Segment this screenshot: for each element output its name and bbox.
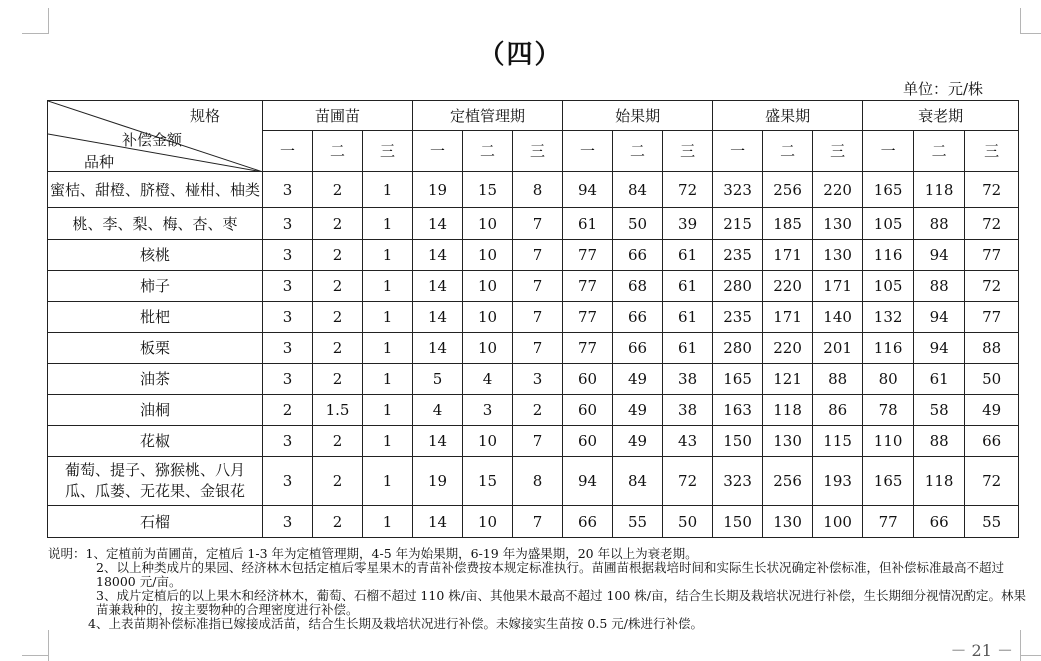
value-cell: 39: [663, 208, 713, 240]
value-cell: 2: [263, 395, 313, 426]
value-cell: 7: [513, 271, 563, 302]
value-cell: 3: [263, 364, 313, 395]
grade-header: 三: [965, 131, 1019, 172]
value-cell: 68: [613, 271, 663, 302]
header-corner-cell: [48, 101, 263, 172]
value-cell: 171: [763, 240, 813, 271]
value-cell: 15: [463, 172, 513, 208]
value-cell: 77: [965, 302, 1019, 333]
unit-label: 单位：元/株: [902, 80, 983, 98]
value-cell: 171: [813, 271, 863, 302]
value-cell: 235: [713, 240, 763, 271]
value-cell: 7: [513, 302, 563, 333]
value-cell: 280: [713, 271, 763, 302]
value-cell: 118: [914, 457, 965, 506]
period-header: 盛果期: [713, 101, 863, 131]
variety-cell: 蜜桔、甜橙、脐橙、椪柑、柚类: [48, 172, 263, 208]
table-row: [48, 506, 1019, 538]
value-cell: 94: [914, 302, 965, 333]
value-cell: 72: [965, 208, 1019, 240]
value-cell: 130: [763, 426, 813, 457]
variety-cell: 枇杷: [48, 302, 263, 333]
table-row: [48, 395, 1019, 426]
value-cell: 66: [613, 302, 663, 333]
value-cell: 105: [863, 271, 914, 302]
value-cell: 14: [413, 302, 463, 333]
value-cell: 185: [763, 208, 813, 240]
variety-cell: 油茶: [48, 364, 263, 395]
value-cell: 5: [413, 364, 463, 395]
value-cell: 77: [563, 240, 613, 271]
grade-header: 一: [713, 131, 763, 172]
value-cell: 10: [463, 333, 513, 364]
corner-amount-label: 补偿金额: [122, 131, 183, 149]
value-cell: 77: [563, 302, 613, 333]
grade-header: 二: [914, 131, 965, 172]
value-cell: 88: [813, 364, 863, 395]
value-cell: 110: [863, 426, 914, 457]
value-cell: 1: [363, 302, 413, 333]
value-cell: 4: [413, 395, 463, 426]
value-cell: 130: [813, 208, 863, 240]
crop-mark: [1020, 8, 1021, 34]
value-cell: 58: [914, 395, 965, 426]
value-cell: 220: [763, 271, 813, 302]
variety-cell: 板栗: [48, 333, 263, 364]
value-cell: 132: [863, 302, 914, 333]
value-cell: 60: [563, 364, 613, 395]
value-cell: 2: [313, 172, 363, 208]
value-cell: 2: [313, 208, 363, 240]
value-cell: 171: [763, 302, 813, 333]
value-cell: 165: [863, 172, 914, 208]
table-row: [48, 302, 1019, 333]
value-cell: 10: [463, 240, 513, 271]
value-cell: 201: [813, 333, 863, 364]
value-cell: 38: [663, 395, 713, 426]
table-row: [48, 364, 1019, 395]
value-cell: 256: [763, 172, 813, 208]
variety-cell: 核桃: [48, 240, 263, 271]
value-cell: 220: [813, 172, 863, 208]
table-row: [48, 271, 1019, 302]
value-cell: 61: [663, 333, 713, 364]
crop-mark: [48, 630, 49, 661]
value-cell: 3: [263, 302, 313, 333]
value-cell: 3: [263, 208, 313, 240]
value-cell: 14: [413, 333, 463, 364]
value-cell: 80: [863, 364, 914, 395]
value-cell: 78: [863, 395, 914, 426]
value-cell: 19: [413, 457, 463, 506]
grade-header: 二: [613, 131, 663, 172]
value-cell: 130: [763, 506, 813, 538]
value-cell: 66: [914, 506, 965, 538]
crop-mark: [22, 655, 48, 656]
grade-header: 二: [763, 131, 813, 172]
value-cell: 66: [613, 240, 663, 271]
value-cell: 165: [863, 457, 914, 506]
value-cell: 14: [413, 208, 463, 240]
grade-header: 一: [563, 131, 613, 172]
variety-cell: 花椒: [48, 426, 263, 457]
value-cell: 1.5: [313, 395, 363, 426]
value-cell: 43: [663, 426, 713, 457]
value-cell: 3: [263, 426, 313, 457]
value-cell: 55: [613, 506, 663, 538]
value-cell: 7: [513, 240, 563, 271]
table-row: [48, 457, 1019, 506]
value-cell: 77: [863, 506, 914, 538]
value-cell: 14: [413, 240, 463, 271]
note-line: 2、以上种类成片的果园、经济林木包括定植后零星果木的青苗补偿费按本规定标准执行。苗圃苗根据栽培时间和实际生长状况确定补偿标准，但补偿标准最高不超过 18000 元/亩。: [96, 560, 1004, 589]
value-cell: 49: [613, 395, 663, 426]
grade-header: 三: [813, 131, 863, 172]
value-cell: 66: [965, 426, 1019, 457]
value-cell: 60: [563, 426, 613, 457]
compensation-table: [47, 100, 1019, 538]
value-cell: 88: [914, 208, 965, 240]
value-cell: 1: [363, 271, 413, 302]
grade-header: 二: [313, 131, 363, 172]
value-cell: 118: [914, 172, 965, 208]
value-cell: 116: [863, 333, 914, 364]
crop-mark: [48, 8, 49, 34]
value-cell: 1: [363, 395, 413, 426]
period-header: 始果期: [563, 101, 713, 131]
note-line: 4、上表苗期补偿标准指已嫁接成活苗，结合生长期及栽培状况进行补偿。未嫁接实生苗按 0.5 元/株进行补偿。: [88, 616, 703, 631]
value-cell: 193: [813, 457, 863, 506]
table-row: [48, 172, 1019, 208]
value-cell: 220: [763, 333, 813, 364]
grade-header: 三: [663, 131, 713, 172]
value-cell: 14: [413, 271, 463, 302]
page-title: （四）: [478, 40, 563, 70]
grade-header: 一: [263, 131, 313, 172]
value-cell: 3: [263, 271, 313, 302]
note-line: 说明：1、定植前为苗圃苗，定植后 1-3 年为定植管理期，4-5 年为始果期，6-19 年为盛果期，20 年以上为衰老期。: [48, 546, 698, 561]
value-cell: 3: [513, 364, 563, 395]
value-cell: 49: [965, 395, 1019, 426]
value-cell: 19: [413, 172, 463, 208]
value-cell: 115: [813, 426, 863, 457]
value-cell: 3: [263, 457, 313, 506]
value-cell: 323: [713, 172, 763, 208]
value-cell: 88: [965, 333, 1019, 364]
value-cell: 2: [313, 457, 363, 506]
notes: [48, 547, 1028, 631]
value-cell: 49: [613, 364, 663, 395]
value-cell: 49: [613, 426, 663, 457]
value-cell: 121: [763, 364, 813, 395]
value-cell: 150: [713, 426, 763, 457]
value-cell: 3: [463, 395, 513, 426]
value-cell: 1: [363, 457, 413, 506]
value-cell: 94: [563, 457, 613, 506]
value-cell: 10: [463, 426, 513, 457]
grade-header: 一: [413, 131, 463, 172]
grade-header: 三: [363, 131, 413, 172]
table-row: [48, 208, 1019, 240]
value-cell: 2: [313, 302, 363, 333]
period-header: 苗圃苗: [263, 101, 413, 131]
value-cell: 150: [713, 506, 763, 538]
value-cell: 15: [463, 457, 513, 506]
value-cell: 105: [863, 208, 914, 240]
value-cell: 72: [965, 172, 1019, 208]
value-cell: 84: [613, 457, 663, 506]
value-cell: 61: [663, 271, 713, 302]
value-cell: 2: [313, 506, 363, 538]
value-cell: 323: [713, 457, 763, 506]
value-cell: 10: [463, 208, 513, 240]
value-cell: 2: [313, 364, 363, 395]
value-cell: 14: [413, 426, 463, 457]
value-cell: 8: [513, 172, 563, 208]
value-cell: 10: [463, 506, 513, 538]
value-cell: 116: [863, 240, 914, 271]
value-cell: 61: [663, 240, 713, 271]
value-cell: 50: [663, 506, 713, 538]
grade-header: 一: [863, 131, 914, 172]
value-cell: 256: [763, 457, 813, 506]
value-cell: 61: [914, 364, 965, 395]
value-cell: 14: [413, 506, 463, 538]
value-cell: 77: [965, 240, 1019, 271]
value-cell: 88: [914, 426, 965, 457]
value-cell: 94: [563, 172, 613, 208]
value-cell: 7: [513, 333, 563, 364]
value-cell: 10: [463, 302, 513, 333]
variety-cell: 油桐: [48, 395, 263, 426]
value-cell: 38: [663, 364, 713, 395]
value-cell: 50: [613, 208, 663, 240]
value-cell: 163: [713, 395, 763, 426]
value-cell: 10: [463, 271, 513, 302]
value-cell: 2: [313, 426, 363, 457]
grade-header: 三: [513, 131, 563, 172]
value-cell: 1: [363, 426, 413, 457]
value-cell: 1: [363, 172, 413, 208]
grade-header: 二: [463, 131, 513, 172]
value-cell: 60: [563, 395, 613, 426]
value-cell: 55: [965, 506, 1019, 538]
value-cell: 61: [563, 208, 613, 240]
value-cell: 235: [713, 302, 763, 333]
value-cell: 86: [813, 395, 863, 426]
value-cell: 7: [513, 208, 563, 240]
corner-spec-label: 规格: [189, 107, 220, 125]
value-cell: 2: [313, 240, 363, 271]
value-cell: 165: [713, 364, 763, 395]
value-cell: 88: [914, 271, 965, 302]
value-cell: 84: [613, 172, 663, 208]
value-cell: 3: [263, 240, 313, 271]
value-cell: 50: [965, 364, 1019, 395]
value-cell: 215: [713, 208, 763, 240]
value-cell: 100: [813, 506, 863, 538]
period-header: 定植管理期: [413, 101, 563, 131]
value-cell: 2: [313, 271, 363, 302]
value-cell: 66: [613, 333, 663, 364]
crop-mark: [1020, 630, 1021, 661]
variety-cell: 葡萄、提子、猕猴桃、八月瓜、瓜蒌、无花果、金银花: [48, 457, 263, 506]
crop-mark: [1021, 655, 1041, 656]
value-cell: 3: [263, 333, 313, 364]
value-cell: 72: [965, 457, 1019, 506]
value-cell: 118: [763, 395, 813, 426]
value-cell: 1: [363, 208, 413, 240]
note-line: 3、成片定植后的以上果木和经济林木，葡萄、石榴不超过 110 株/亩、其他果木最高不超过 100 株/亩，结合生长期及栽培状况进行补偿，生长期细分视情况酌定。林果苗兼栽种的，按主要物种的合理密度进行补偿。: [96, 588, 1026, 617]
variety-cell: 石榴: [48, 506, 263, 538]
page-number: － 21 －: [950, 641, 1013, 660]
value-cell: 77: [563, 271, 613, 302]
value-cell: 2: [513, 395, 563, 426]
table-row: [48, 240, 1019, 271]
table-row: [48, 333, 1019, 364]
value-cell: 94: [914, 333, 965, 364]
value-cell: 94: [914, 240, 965, 271]
value-cell: 72: [663, 457, 713, 506]
value-cell: 1: [363, 506, 413, 538]
value-cell: 77: [563, 333, 613, 364]
value-cell: 3: [263, 172, 313, 208]
value-cell: 66: [563, 506, 613, 538]
value-cell: 61: [663, 302, 713, 333]
value-cell: 3: [263, 506, 313, 538]
value-cell: 130: [813, 240, 863, 271]
value-cell: 7: [513, 426, 563, 457]
variety-cell: 柿子: [48, 271, 263, 302]
value-cell: 72: [965, 271, 1019, 302]
value-cell: 280: [713, 333, 763, 364]
value-cell: 1: [363, 240, 413, 271]
value-cell: 1: [363, 364, 413, 395]
value-cell: 1: [363, 333, 413, 364]
value-cell: 8: [513, 457, 563, 506]
value-cell: 7: [513, 506, 563, 538]
value-cell: 2: [313, 333, 363, 364]
corner-variety-label: 品种: [84, 153, 115, 171]
value-cell: 4: [463, 364, 513, 395]
period-header: 衰老期: [863, 101, 1019, 131]
value-cell: 140: [813, 302, 863, 333]
table-row: [48, 426, 1019, 457]
value-cell: 72: [663, 172, 713, 208]
variety-cell: 桃、李、梨、梅、杏、枣: [48, 208, 263, 240]
